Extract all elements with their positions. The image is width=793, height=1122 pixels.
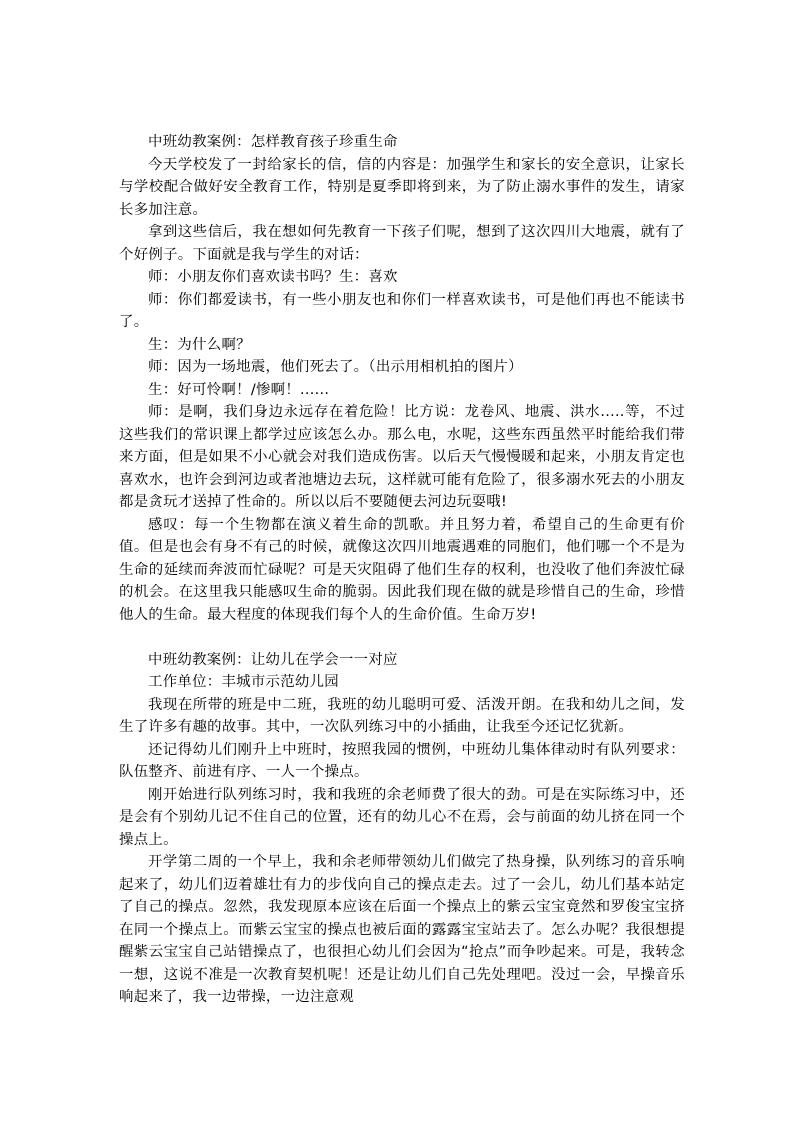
- article-1-dialogue-line: 生：好可怜啊！/惨啊！......: [148, 381, 330, 398]
- article-1-dialogue-line: 师：小朋友你们喜欢读书吗？生：喜欢: [148, 269, 398, 285]
- article-1-dialogue-line: 师：你们都爱读书，有一些小朋友也和你们一样喜欢读书，可是他们再也不能读书了。: [119, 291, 685, 330]
- article-1-paragraph: 拿到这些信后，我在想如何先教育一下孩子们呢，想到了这次四川大地震，就有了个好例子。下面就是我与学生的对话：: [119, 224, 685, 263]
- article-2-paragraph: 还记得幼儿们刚升上中班时，按照我园的惯例，中班幼儿集体律动时有队列要求：队伍整齐、前进有序、一人一个操点。: [119, 741, 685, 780]
- article-2-paragraph: 我现在所带的班是中二班，我班的幼儿聪明可爱、活泼开朗。在我和幼儿之间，发生了许多有趣的故事。其中，一次队列练习中的小插曲，让我至今还记忆犹新。: [119, 696, 685, 735]
- article-2-paragraph: 开学第二周的一个早上，我和余老师带领幼儿们做完了热身操，队列练习的音乐响起来了，幼儿们迈着雄壮有力的步伐向自己的操点走去。过了一会儿，幼儿们基本站定了自己的操点。忽然，我发现原本应该在后面一个操点上的紫云宝宝竟然和罗俊宝宝挤在同一个操点上。而紫云宝宝的操点也被后面的露露宝宝站去了。怎么办呢？我很想提醒紫云宝宝自己站错操点了，也很担心幼儿们会因为“抢点”而争吵起来。可是，我转念一想，这说不准是一次教育契机呢！还是让幼儿们自己先处理吧。没过一会，早操音乐响起来了，我一边带操，一边注意观: [119, 854, 685, 1005]
- section-gap: [119, 626, 685, 649]
- document-page: [119, 131, 685, 1009]
- article-1-dialogue-line: 师：因为一场地震，他们死去了。（出示用相机拍的图片）: [148, 359, 523, 375]
- article-2-paragraph: 刚开始进行队列练习时，我和我班的余老师费了很大的劲。可是在实际练习中，还是会有个别幼儿记不住自己的位置，还有的幼儿心不在焉，会与前面的幼儿挤在同一个操点上。: [119, 786, 685, 848]
- article-1-title: 中班幼教案例：怎样教育孩子珍重生命: [148, 134, 398, 150]
- article-2-work-unit: 工作单位：丰城市示范幼儿园: [148, 674, 339, 690]
- article-1-dialogue-line: 生：为什么啊？: [148, 336, 251, 353]
- article-1-reflection: 感叹：每一个生物都在演义着生命的凯歌。并且努力着，希望自己的生命更有价值。但是也会有身不有己的时候，就像这次四川地震遇难的同胞们，他们哪一个不是为生命的延续而奔波而忙碌呢？可是天灾阻碍了他们生存的权利，也没收了他们奔波忙碌的机会。在这里我只能感叹生命的脆弱。因此我们现在做的就是珍惜自己的生命，珍惜他人的生命。最大程度的体现我们每个人的生命价值。生命万岁!: [119, 516, 685, 623]
- article-1-paragraph: 今天学校发了一封给家长的信，信的内容是：加强学生和家长的安全意识，让家长与学校配合做好安全教育工作，特别是夏季即将到来，为了防止溺水事件的发生，请家长多加注意。: [119, 156, 685, 218]
- article-1-dialogue-line: 师：是啊，我们身边永远存在着危险！比方说：龙卷风、地震、洪水.....等，不过这些我们的常识课上都学过应该怎么办。那么电，水呢，这些东西虽然平时能给我们带来方面，但是如果不小心就会对我们造成伤害。以后天气慢慢暖和起来，小朋友肯定也喜欢水，也许会到河边或者池塘边去玩，这样就可能有危险了，很多溺水死去的小朋友都是贪玩才送掉了性命的。所以以后不要随便去河边玩耍哦!: [119, 404, 685, 510]
- article-2-title: 中班幼教案例：让幼儿在学会一一对应: [148, 651, 398, 668]
